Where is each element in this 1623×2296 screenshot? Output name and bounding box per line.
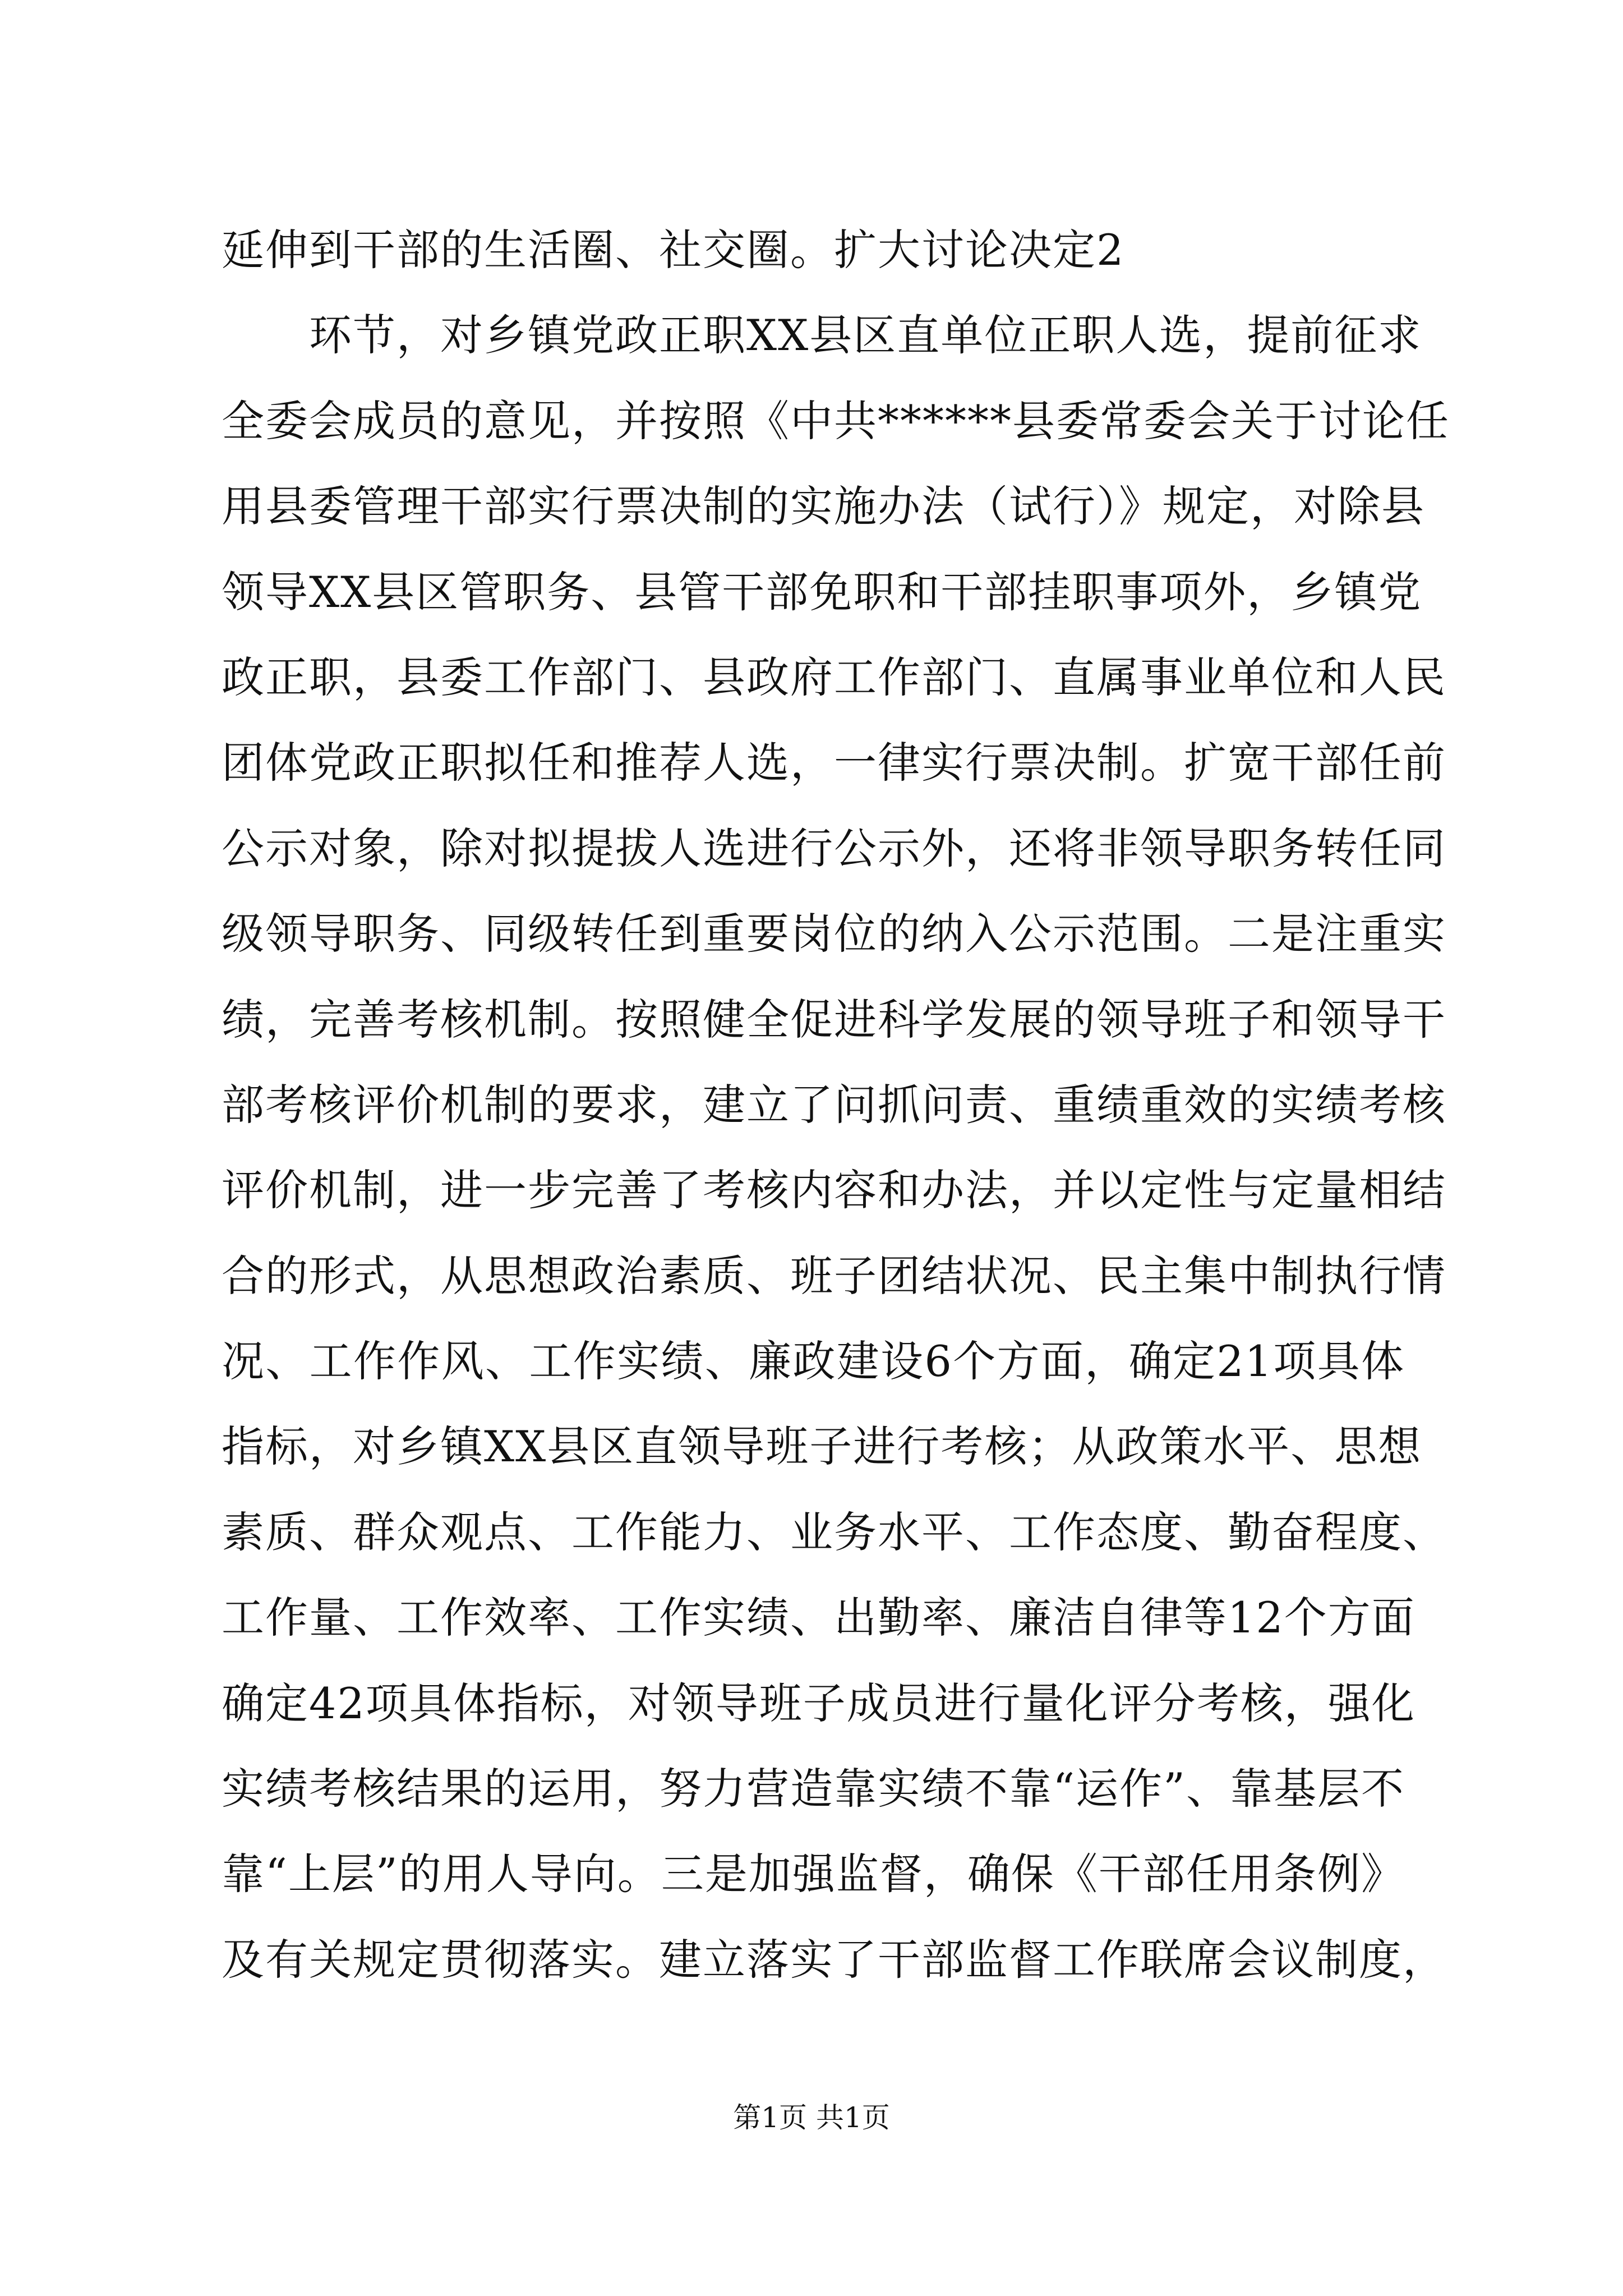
text-line: 绩，完善考核机制。按照健全促进科学发展的领导班子和领导干 bbox=[222, 994, 1446, 1045]
text-line: 部考核评价机制的要求，建立了问抓问责、重绩重效的实绩考核 bbox=[222, 1079, 1446, 1130]
text-line: 合的形式，从思想政治素质、班子团结状况、民主集中制执行情 bbox=[222, 1250, 1446, 1301]
text-line: 领导XX县区管职务、县管干部免职和干部挂职事项外，乡镇党 bbox=[222, 567, 1422, 617]
page-number-label: 第1页 共1页 bbox=[733, 2101, 890, 2134]
text-line: 靠“上层”的用人导向。三是加强监督，确保《干部任用条例》 bbox=[222, 1849, 1405, 1899]
text-line: 全委会成员的意见，并按照《中共******县委常委会关于讨论任 bbox=[222, 395, 1450, 446]
text-line: 团体党政正职拟任和推荐人选，一律实行票决制。扩宽干部任前 bbox=[222, 738, 1446, 788]
text-line: 公示对象，除对拟提拔人选进行公示外，还将非领导职务转任同 bbox=[222, 823, 1446, 873]
text-line: 及有关规定贯彻落实。建立落实了干部监督工作联席会议制度， bbox=[222, 1934, 1446, 1985]
text-line: 评价机制，进一步完善了考核内容和办法，并以定性与定量相结 bbox=[222, 1165, 1446, 1216]
text-line: 确定42项具体指标，对领导班子成员进行量化评分考核，强化 bbox=[222, 1678, 1415, 1728]
text-line: 政正职，县委工作部门、县政府工作部门、直属事业单位和人民 bbox=[222, 652, 1446, 702]
text-line: 素质、群众观点、工作能力、业务水平、工作态度、勤奋程度、 bbox=[222, 1507, 1446, 1557]
text-line: 工作量、工作效率、工作实绩、出勤率、廉洁自律等12个方面 bbox=[222, 1593, 1415, 1643]
text-line: 指标，对乡镇XX县区直领导班子进行考核；从政策水平、思想 bbox=[222, 1421, 1422, 1472]
text-line: 级领导职务、同级转任到重要岗位的纳入公示范围。二是注重实 bbox=[222, 909, 1446, 959]
page-footer bbox=[0, 2098, 1623, 2137]
text-line: 用县委管理干部实行票决制的实施办法（试行）》规定，对除县 bbox=[222, 481, 1425, 532]
text-line: 实绩考核结果的运用，努力营造靠实绩不靠“运作”、靠基层不 bbox=[222, 1764, 1405, 1814]
text-line: 况、工作作风、工作实绩、廉政建设6个方面，确定21项具体 bbox=[222, 1336, 1405, 1387]
document-body bbox=[222, 208, 1450, 2003]
text-line: 延伸到干部的生活圈、社交圈。扩大讨论决定2 bbox=[222, 225, 1125, 275]
text-line: 环节，对乡镇党政正职XX县区直单位正职人选，提前征求 bbox=[222, 310, 1422, 361]
